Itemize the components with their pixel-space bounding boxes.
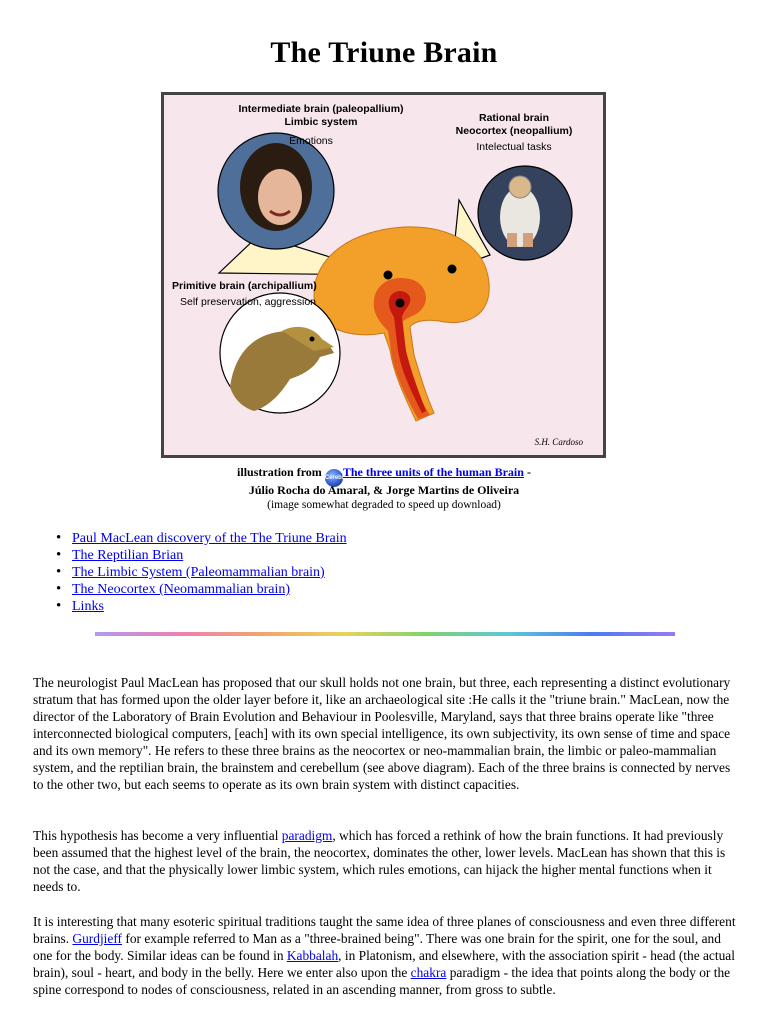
intellectual-tasks-label: Intelectual tasks: [476, 141, 552, 153]
list-item: [56, 547, 347, 564]
list-item: [56, 564, 347, 581]
neocortex-link[interactable]: The Neocortex (Neomammalian brain): [72, 582, 291, 597]
paragraph-text: , in Platonism, and elsewhere, with the association spirit - head (the actual brain), soul - heart, and body in the belly. Here we enter also upon the: [33, 948, 735, 980]
human-brain-units-link[interactable]: The three units of the human Brain: [342, 465, 524, 479]
intermediate-brain-title: Intermediate brain (paleopallium): [238, 103, 404, 115]
paragraph-esoteric: [33, 913, 738, 998]
page-title: The Triune Brain: [270, 36, 498, 69]
rational-brain-title: Rational brain: [478, 112, 549, 124]
paragraph-text: It is interesting that many esoteric spiritual traditions taught the same idea of three planes of consciousness and even three different brains.: [33, 914, 736, 946]
paragraph-text: , which has forced a rethink of how the brain functions. It had previously been assumed that the highest level of the brain, the neocortex, dominates the other, lower levels. MacLean has shown that this is not the case, and that the physically lower limbic system, which rules emotions, can hijack the higher mental functions when it needs to.: [33, 828, 726, 894]
chakra-link[interactable]: chakra: [410, 965, 447, 980]
kabbalah-link[interactable]: Kabbalah: [286, 948, 339, 963]
caption-dash: -: [523, 465, 531, 479]
paragraph-text: for example referred to Man as a "three-brained being". There was one brain for the spirit, one for the soul, and one for the body. Similar ideas can be found in: [33, 931, 721, 963]
paragraph-hypothesis: [33, 827, 738, 895]
list-item: [56, 598, 347, 615]
limbic-system-label: Limbic system: [284, 116, 358, 128]
limbic-system-link[interactable]: The Limbic System (Paleomammalian brain): [72, 565, 325, 580]
neocortex-label: Neocortex (neopallium): [455, 125, 573, 137]
paragraph-text: This hypothesis has become a very influential: [33, 828, 282, 843]
caption-authors: Júlio Rocha do Amaral, & Jorge Martins de Oliveira: [248, 483, 520, 497]
illustrator-signature: S.H. Cardoso: [534, 437, 583, 447]
maclean-discovery-link[interactable]: Paul MacLean discovery of the The Triune Brain: [72, 531, 347, 546]
caption-prefix: illustration from: [237, 465, 322, 479]
woman-face: [258, 169, 302, 225]
paragraph-text: paradigm - the idea that points along the body or the spine correspond to nodes of consciousness, related in an ascending manner, from gross to subtle.: [33, 965, 731, 997]
limbic-dot: [384, 271, 393, 280]
links-link[interactable]: Links: [72, 599, 104, 614]
primitive-brain-title: Primitive brain (archipallium): [172, 280, 317, 292]
triune-brain-illustration: [161, 92, 606, 458]
list-item: [56, 581, 347, 598]
reptilian-brain-link[interactable]: The Reptilian Brian: [72, 548, 184, 563]
list-item: [56, 530, 347, 547]
self-preservation-label: Self preservation, aggression: [180, 296, 316, 308]
neocortex-dot: [448, 265, 457, 274]
cerebro-globe-icon: Cérebro: [325, 469, 343, 487]
paradigm-link[interactable]: paradigm: [281, 828, 333, 843]
reptilian-dot: [396, 299, 405, 308]
paragraph-maclean: The neurologist Paul MacLean has proposed that our skull holds not one brain, but three, each representing a distinct evolutionary stratum that has formed upon the older layer before it, like an archaeological site :He calls it the "triune brain." MacLean, now the director of the Laboratory of Brain Evolution and Behaviour in Poolesville, Maryland, says that three brains operate like "three interconnected biological computers, [each] with its own special intelligence, its own subjectivity, its own sense of time and space and its own memory". He refers to these three brains as the neocortex or neo-mammalian brain, the limbic or paleo-mammalian system, and the reptilian brain, the brainstem and cerebellum (see above diagram). Each of the three brains is connected by nerves to the other two, but each seems to operate as its own brain system with distinct capacities.: [33, 675, 731, 792]
gurdjieff-link[interactable]: Gurdjieff: [72, 931, 123, 946]
caption-note: (image somewhat degraded to speed up download): [267, 499, 501, 511]
emotions-label: Emotions: [289, 135, 333, 147]
topic-links-list: [56, 530, 347, 615]
rainbow-divider: [95, 632, 675, 636]
